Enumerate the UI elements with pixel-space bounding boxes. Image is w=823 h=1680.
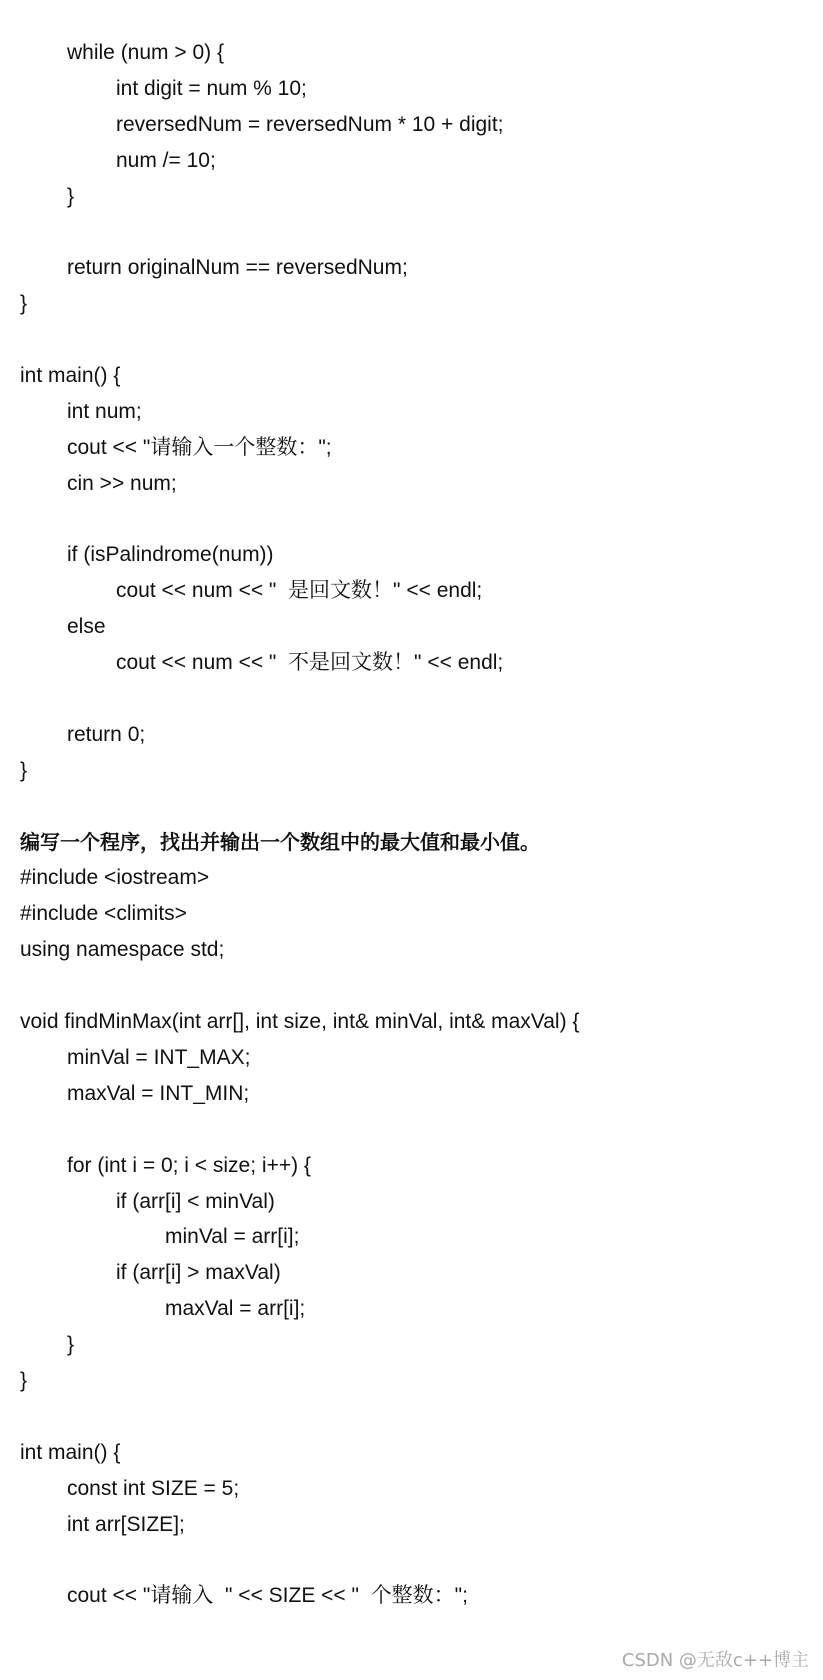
code-block-bottom xyxy=(20,860,810,1614)
code-line: cin >> num; xyxy=(67,471,177,495)
code-line: while (num > 0) { xyxy=(67,41,224,64)
watermark: CSDN @无敌c++博主 xyxy=(621,1650,809,1671)
task-description: 编写一个程序，找出并输出一个数组中的最大值和最小值。 xyxy=(20,829,540,854)
code-line: cout << num << " 是回文数！" << endl; xyxy=(116,579,483,603)
code-line: int digit = num % 10; xyxy=(116,76,307,100)
code-block-top xyxy=(20,35,810,789)
code-line: int num; xyxy=(67,399,142,423)
code-line: if (arr[i] < minVal) xyxy=(116,1189,275,1213)
code-line: using namespace std; xyxy=(20,938,225,962)
code-line: return originalNum == reversedNum; xyxy=(67,256,408,280)
code-line: cout << "请输入 " << SIZE << " 个整数："; xyxy=(67,1584,468,1608)
code-line: minVal = arr[i]; xyxy=(165,1225,300,1249)
code-line xyxy=(20,1542,810,1578)
code-line: for (int i = 0; i < size; i++) { xyxy=(67,1153,311,1177)
code-line: } xyxy=(67,1333,75,1357)
code-line xyxy=(20,502,810,538)
code-line xyxy=(20,214,810,250)
code-line: const int SIZE = 5; xyxy=(67,1476,240,1500)
code-line: cout << "请输入一个整数："; xyxy=(67,435,332,459)
code-line: return 0; xyxy=(67,722,146,746)
code-line: } xyxy=(67,184,75,208)
code-line: minVal = INT_MAX; xyxy=(67,1045,251,1069)
code-line: } xyxy=(20,292,28,316)
code-line: int main() { xyxy=(20,364,121,388)
code-line: maxVal = arr[i]; xyxy=(165,1297,306,1321)
code-line: } xyxy=(20,758,28,782)
code-line: else xyxy=(67,615,106,639)
code-line xyxy=(20,1112,810,1148)
code-line: int arr[SIZE]; xyxy=(67,1512,185,1536)
code-line: void findMinMax(int arr[], int size, int& minVal, int& maxVal) { xyxy=(20,1010,580,1034)
code-line: reversedNum = reversedNum * 10 + digit; xyxy=(116,112,504,136)
code-line: #include <climits> xyxy=(20,902,187,926)
heading-line xyxy=(20,789,810,825)
code-line xyxy=(20,322,810,358)
document-body xyxy=(20,35,810,1614)
code-line: if (isPalindrome(num)) xyxy=(67,543,274,567)
code-line: } xyxy=(20,1368,28,1392)
code-line: num /= 10; xyxy=(116,148,216,172)
code-line: cout << num << " 不是回文数！" << endl; xyxy=(116,651,504,675)
code-line: maxVal = INT_MIN; xyxy=(67,1081,250,1105)
code-line: #include <iostream> xyxy=(20,866,210,890)
code-line xyxy=(20,968,810,1004)
code-line: if (arr[i] > maxVal) xyxy=(116,1261,281,1285)
code-line xyxy=(20,681,810,717)
code-line: int main() { xyxy=(20,1440,121,1464)
code-line xyxy=(20,1399,810,1435)
